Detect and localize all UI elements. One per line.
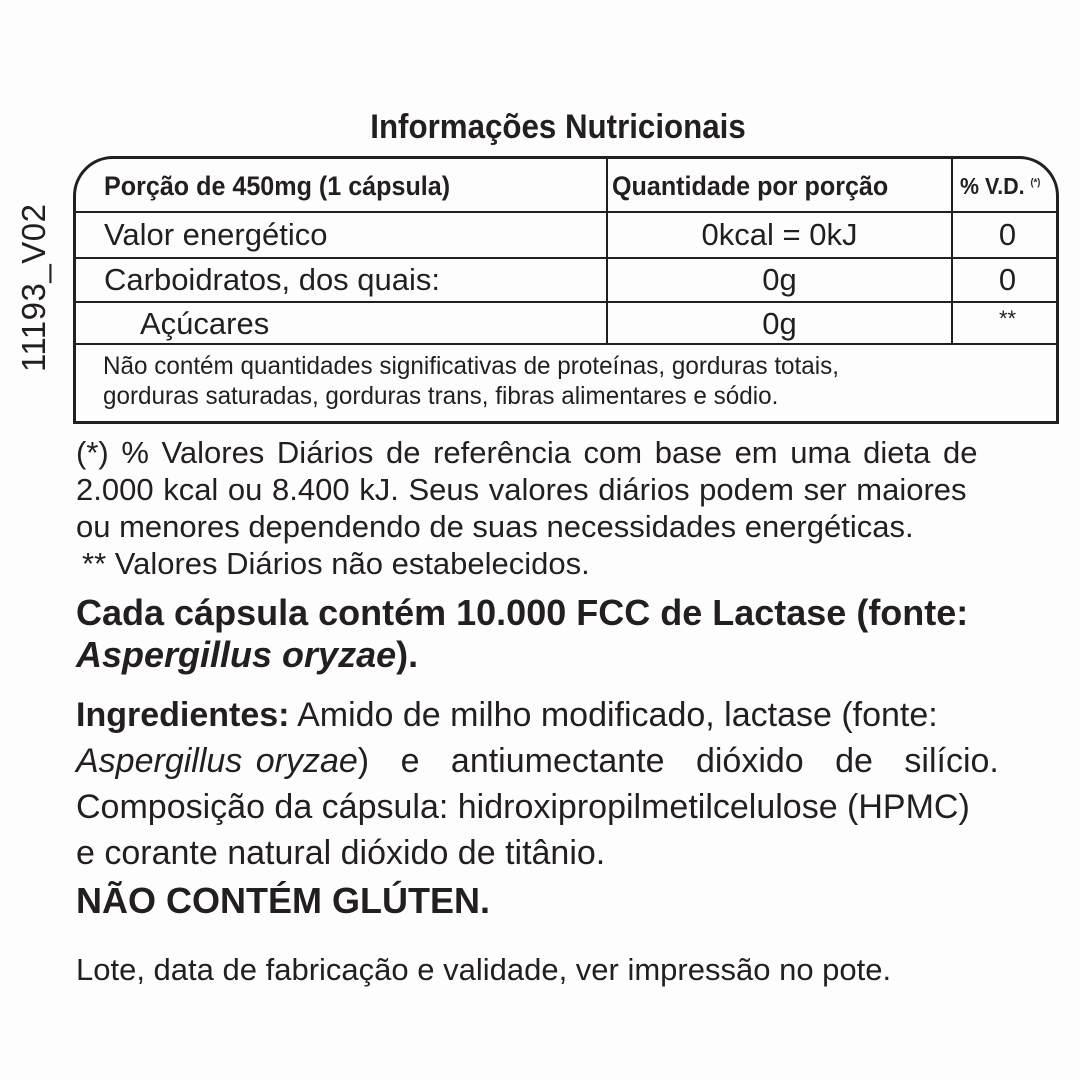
lactase-end: ).	[396, 634, 419, 675]
gluten-statement: NÃO CONTÉM GLÚTEN.	[76, 880, 490, 921]
ingredients-line: Composição da cápsula: hidroxipropilmetilcelulose (HPMC)	[76, 788, 970, 826]
ingredients-line	[76, 692, 1064, 738]
ingredients-species: Aspergillus oryzae	[76, 742, 358, 780]
lot-info: Lote, data de fabricação e validade, ver impressão no pote.	[76, 952, 892, 987]
row-vd: 0	[998, 217, 1017, 252]
row-label: Açúcares	[140, 306, 270, 341]
footnote-line: 2.000 kcal ou 8.400 kJ. Seus valores diários podem ser maiores	[76, 472, 967, 507]
row-amount: 0g	[762, 262, 797, 297]
note-text: Não contém quantidades significativas de proteínas, gorduras totais,	[103, 352, 840, 380]
ingredients-label: Ingredientes:	[76, 696, 290, 734]
ingredients-text: Amido de milho modificado, lactase (fonte:	[297, 696, 938, 734]
nutrition-table	[73, 156, 1059, 424]
page-title: Informações Nutricionais	[370, 108, 746, 146]
footnote-line: ou menores dependendo de suas necessidades energéticas.	[76, 509, 914, 544]
lactase-statement	[76, 592, 1064, 676]
row-vd: **	[998, 306, 1017, 331]
vd-header-marker: (*)	[1030, 177, 1041, 189]
vd-header	[960, 173, 1040, 200]
row-label: Carboidratos, dos quais:	[104, 262, 441, 297]
footnotes	[76, 434, 1064, 545]
table-note-line	[103, 351, 1005, 381]
table-note-line: gorduras saturadas, gorduras trans, fibras alimentares e sódio.	[103, 382, 779, 410]
lactase-line	[76, 634, 1064, 676]
side-code: 11193_V02	[15, 203, 52, 372]
table-divider	[76, 257, 1056, 259]
table-note	[103, 351, 1005, 411]
vd-header-label: % V.D.	[960, 173, 1025, 199]
footnote-unestablished: ** Valores Diários não estabelecidos.	[82, 546, 590, 581]
row-label: Valor energético	[104, 217, 328, 252]
amount-header: Quantidade por porção	[612, 171, 889, 201]
lactase-species: Aspergillus oryzae	[76, 634, 397, 675]
portion-header: Porção de 450mg (1 cápsula)	[104, 171, 451, 201]
row-vd: 0	[998, 262, 1017, 297]
ingredients-line: e corante natural dióxido de titânio.	[76, 834, 606, 872]
ingredients-line	[76, 738, 1064, 784]
table-divider	[76, 343, 1056, 345]
table-divider	[76, 211, 1056, 213]
table-divider	[76, 301, 1056, 303]
row-amount: 0kcal = 0kJ	[701, 217, 858, 252]
ingredients-text: ) e antiumectante dióxido de silício.	[357, 742, 999, 780]
lactase-line: Cada cápsula contém 10.000 FCC de Lactase (fonte:	[76, 592, 969, 633]
footnote-line: (*) % Valores Diários de referência com base em uma dieta de	[76, 435, 978, 470]
ingredients	[76, 692, 1064, 876]
row-amount: 0g	[762, 306, 797, 341]
